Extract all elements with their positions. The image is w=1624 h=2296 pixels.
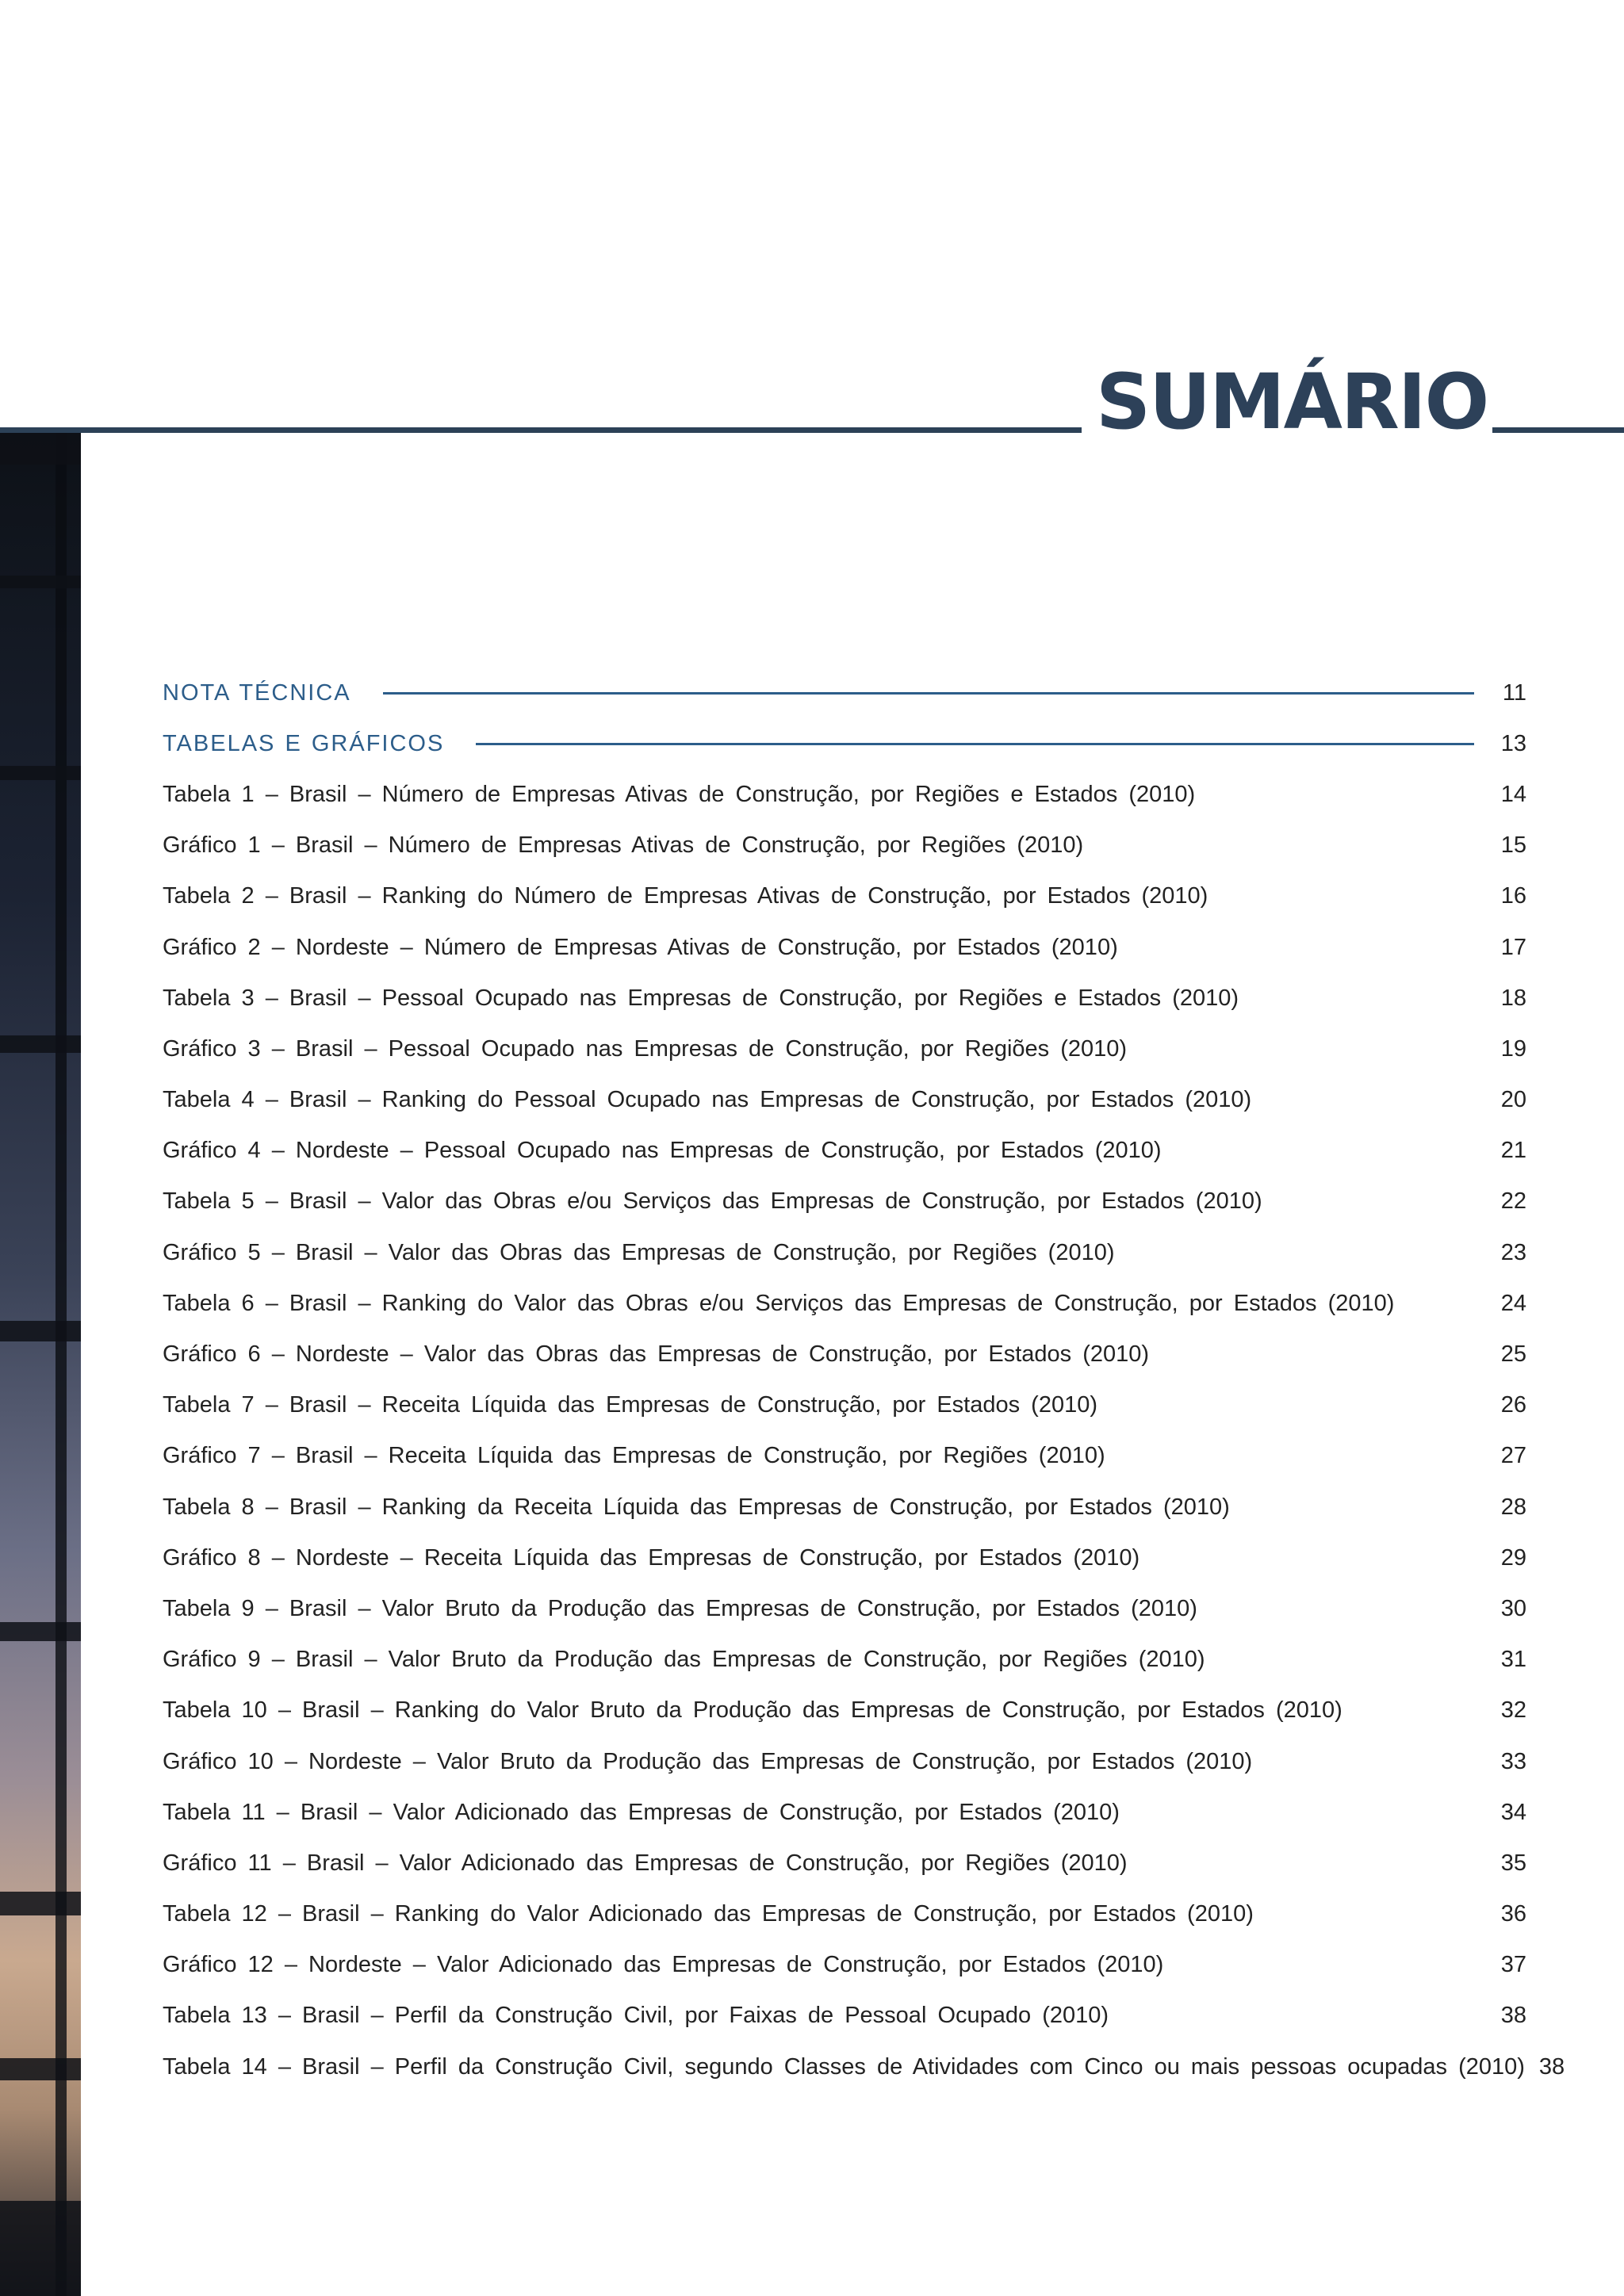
- toc-page-number: 37: [1500, 1952, 1526, 1978]
- toc-page-number: 31: [1500, 1647, 1526, 1673]
- toc-item[interactable]: [163, 1329, 1526, 1380]
- toc-item-label: Tabela 8 – Brasil – Ranking da Receita Líquida das Empresas de Construção, por Estados (2010): [163, 1494, 1230, 1520]
- toc-item[interactable]: [163, 1482, 1526, 1533]
- toc-item-label: Gráfico 12 – Nordeste – Valor Adicionado das Empresas de Construção, por Estados (2010): [163, 1952, 1164, 1978]
- toc-item-label: Gráfico 3 – Brasil – Pessoal Ocupado nas Empresas de Construção, por Regiões (2010): [163, 1035, 1128, 1062]
- toc-page-number: 35: [1500, 1850, 1526, 1876]
- photo-structure-beam: [0, 1892, 81, 1915]
- toc-page-number: 32: [1500, 1697, 1526, 1724]
- toc-page-number: 38: [1538, 2053, 1565, 2080]
- toc-item-label: Tabela 10 – Brasil – Ranking do Valor Bruto da Produção das Empresas de Construção, por Estados (2010): [163, 1697, 1342, 1724]
- toc-item[interactable]: [163, 2042, 1565, 2092]
- toc-page-number: 21: [1500, 1138, 1526, 1164]
- toc-page-number: 11: [1502, 679, 1526, 706]
- toc-page-number: 22: [1500, 1188, 1526, 1215]
- toc-item[interactable]: [163, 973, 1526, 1024]
- toc-item[interactable]: [163, 1177, 1526, 1227]
- toc-page-number: 18: [1500, 985, 1526, 1011]
- toc-item[interactable]: [163, 871, 1526, 922]
- toc-page-number: 30: [1500, 1595, 1526, 1621]
- toc-page-number: 13: [1500, 730, 1526, 756]
- toc-item[interactable]: [163, 1227, 1526, 1278]
- photo-structure-beam: [0, 2201, 81, 2296]
- toc-item[interactable]: [163, 1278, 1526, 1329]
- toc-page-number: 19: [1500, 1035, 1526, 1062]
- toc-item-label: Gráfico 4 – Nordeste – Pessoal Ocupado nas Empresas de Construção, por Estados (2010): [163, 1138, 1162, 1164]
- toc-item[interactable]: [163, 1838, 1526, 1888]
- toc-item-label: Tabela 13 – Brasil – Perfil da Construção Civil, por Faixas de Pessoal Ocupado (2010): [163, 2003, 1109, 2029]
- toc-page-number: 38: [1500, 2003, 1526, 2029]
- toc-item[interactable]: [163, 821, 1526, 871]
- toc-page-number: 25: [1500, 1341, 1526, 1368]
- header-rule-left: [0, 427, 1082, 433]
- toc-page-number: 28: [1500, 1494, 1526, 1520]
- toc-item-label: Gráfico 11 – Brasil – Valor Adicionado das Empresas de Construção, por Regiões (2010): [163, 1850, 1128, 1876]
- toc-item-label: Tabela 4 – Brasil – Ranking do Pessoal Ocupado nas Empresas de Construção, por Estados (2010): [163, 1087, 1252, 1113]
- toc-item[interactable]: [163, 1024, 1526, 1074]
- toc-page-number: 26: [1500, 1392, 1526, 1418]
- toc-item-label: Tabela 14 – Brasil – Perfil da Construção Civil, segundo Classes de Atividades com Cinco ou mais pessoas ocupadas (2010): [163, 2053, 1525, 2080]
- toc-section-nota-tecnica[interactable]: [163, 668, 1526, 718]
- toc-section-label: TABELAS E GRÁFICOS: [163, 730, 445, 756]
- toc-item-label: Tabela 11 – Brasil – Valor Adicionado das Empresas de Construção, por Estados (2010): [163, 1799, 1120, 1825]
- toc-leader-line: [476, 743, 1474, 745]
- toc-item-label: Tabela 2 – Brasil – Ranking do Número de Empresas Ativas de Construção, por Estados (2010): [163, 883, 1208, 909]
- table-of-contents: [163, 668, 1565, 2092]
- toc-item[interactable]: [163, 1431, 1526, 1482]
- toc-item-label: Gráfico 2 – Nordeste – Número de Empresas Ativas de Construção, por Estados (2010): [163, 934, 1118, 960]
- toc-item-label: Gráfico 7 – Brasil – Receita Líquida das Empresas de Construção, por Regiões (2010): [163, 1443, 1105, 1469]
- photo-structure-beam: [0, 766, 81, 780]
- toc-item[interactable]: [163, 922, 1526, 973]
- toc-page-number: 15: [1500, 832, 1526, 859]
- toc-item[interactable]: [163, 1991, 1526, 2042]
- photo-structure-beam: [0, 2058, 81, 2080]
- toc-item-label: Tabela 1 – Brasil – Número de Empresas Ativas de Construção, por Regiões e Estados (2010): [163, 781, 1196, 807]
- toc-item-label: Tabela 3 – Brasil – Pessoal Ocupado nas Empresas de Construção, por Regiões e Estados (2010): [163, 985, 1239, 1011]
- toc-page-number: 29: [1500, 1544, 1526, 1571]
- toc-item[interactable]: [163, 1940, 1526, 1991]
- toc-page-number: 20: [1500, 1087, 1526, 1113]
- toc-leader-line: [383, 692, 1474, 695]
- toc-item-label: Gráfico 1 – Brasil – Número de Empresas Ativas de Construção, por Regiões (2010): [163, 832, 1084, 859]
- toc-section-label: NOTA TÉCNICA: [163, 679, 351, 706]
- toc-item[interactable]: [163, 1126, 1526, 1177]
- toc-item[interactable]: [163, 1583, 1526, 1634]
- toc-item[interactable]: [163, 1533, 1526, 1583]
- photo-structure-beam: [0, 433, 81, 465]
- toc-page-number: 17: [1500, 934, 1526, 960]
- toc-item-list: [163, 769, 1565, 2092]
- toc-item-label: Gráfico 6 – Nordeste – Valor das Obras das Empresas de Construção, por Estados (2010): [163, 1341, 1150, 1368]
- toc-item-label: Gráfico 8 – Nordeste – Receita Líquida das Empresas de Construção, por Estados (2010): [163, 1544, 1140, 1571]
- header-rule-right: [1492, 427, 1624, 433]
- toc-page-number: 24: [1500, 1290, 1526, 1316]
- toc-page-number: 33: [1500, 1748, 1526, 1774]
- toc-page-number: 27: [1500, 1443, 1526, 1469]
- photo-structure-beam: [0, 1035, 81, 1053]
- toc-page-number: 36: [1500, 1901, 1526, 1927]
- photo-structure-post: [56, 433, 67, 2296]
- toc-item[interactable]: [163, 1686, 1526, 1736]
- toc-section-tabelas-graficos[interactable]: [163, 718, 1526, 769]
- toc-item[interactable]: [163, 769, 1526, 820]
- toc-page-number: 34: [1500, 1799, 1526, 1825]
- toc-page-number: 23: [1500, 1239, 1526, 1265]
- toc-item[interactable]: [163, 1736, 1526, 1787]
- photo-structure-beam: [0, 576, 81, 588]
- toc-item-label: Gráfico 5 – Brasil – Valor das Obras das Empresas de Construção, por Regiões (2010): [163, 1239, 1115, 1265]
- toc-item-label: Tabela 12 – Brasil – Ranking do Valor Adicionado das Empresas de Construção, por Estados (2010): [163, 1901, 1254, 1927]
- toc-item-label: Gráfico 9 – Brasil – Valor Bruto da Produção das Empresas de Construção, por Regiões (2010): [163, 1647, 1205, 1673]
- toc-item-label: Tabela 6 – Brasil – Ranking do Valor das Obras e/ou Serviços das Empresas de Construção, por Estados (2010): [163, 1290, 1395, 1316]
- photo-structure-beam: [0, 1321, 81, 1341]
- toc-item-label: Tabela 5 – Brasil – Valor das Obras e/ou Serviços das Empresas de Construção, por Estados (2010): [163, 1188, 1262, 1215]
- toc-item[interactable]: [163, 1380, 1526, 1431]
- toc-item[interactable]: [163, 1889, 1526, 1940]
- toc-item-label: Tabela 9 – Brasil – Valor Bruto da Produção das Empresas de Construção, por Estados (2010): [163, 1595, 1197, 1621]
- toc-item-label: Tabela 7 – Brasil – Receita Líquida das Empresas de Construção, por Estados (2010): [163, 1392, 1098, 1418]
- photo-structure-beam: [0, 1622, 81, 1641]
- toc-item-label: Gráfico 10 – Nordeste – Valor Bruto da Produção das Empresas de Construção, por Estados (2010): [163, 1748, 1253, 1774]
- toc-page-number: 14: [1500, 781, 1526, 807]
- toc-item[interactable]: [163, 1787, 1526, 1838]
- toc-item[interactable]: [163, 1075, 1526, 1126]
- decorative-photo-strip: [0, 433, 81, 2296]
- toc-page-number: 16: [1500, 883, 1526, 909]
- page-title: SUMÁRIO: [1096, 358, 1488, 446]
- toc-item[interactable]: [163, 1635, 1526, 1686]
